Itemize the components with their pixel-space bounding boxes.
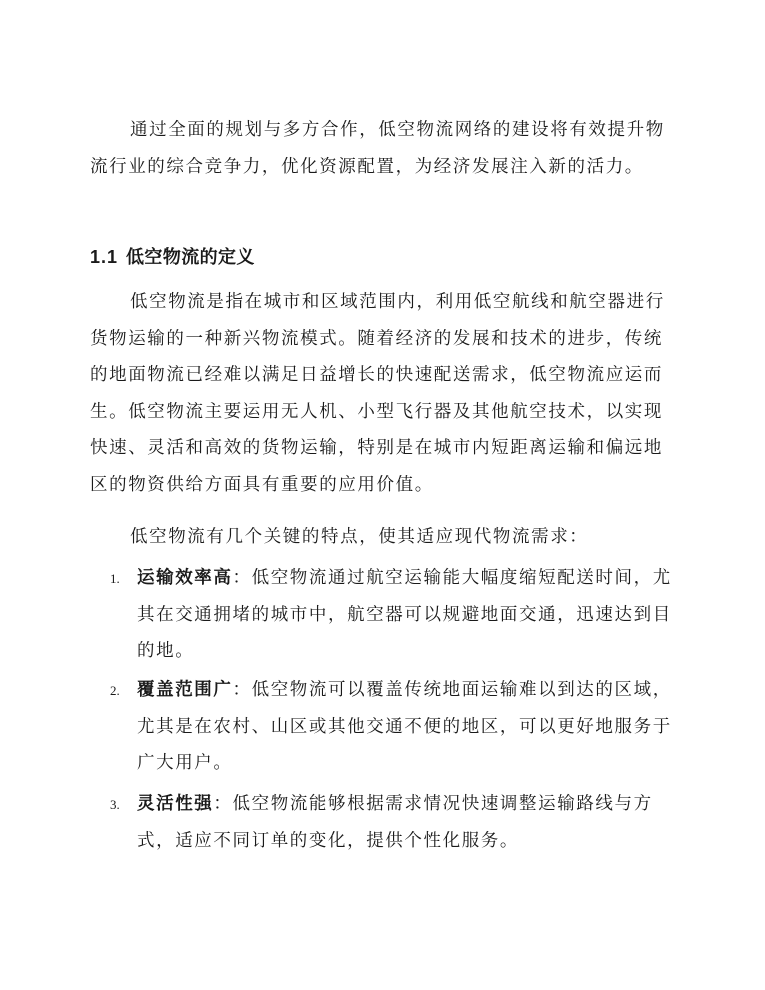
list-item-body	[137, 786, 680, 859]
feature-text: 低空物流通过航空运输能大幅度缩短配送时间，尤其在交通拥堵的城市中，航空器可以规避地面交通，迅速达到目的地。	[137, 568, 672, 661]
feature-text: 低空物流可以覆盖传统地面运输难以到达的区域，尤其是在农村、山区或其他交通不便的地区，可以更好地服务于广大用户。	[137, 680, 672, 773]
section-title: 低空物流的定义	[126, 247, 255, 267]
feature-colon: ：	[213, 794, 233, 814]
features-intro: 低空物流有几个关键的特点，使其适应现代物流需求：	[130, 527, 589, 547]
list-item	[110, 786, 680, 859]
intro-paragraph: 通过全面的规划与多方合作，低空物流网络的建设将有效提升物流行业的综合竞争力，优化资源配置，为经济发展注入新的活力。	[90, 120, 665, 177]
list-marker: 2.	[110, 683, 120, 698]
list-item-body	[137, 560, 680, 670]
definition-paragraph: 低空物流是指在城市和区域范围内，利用低空航线和航空器进行货物运输的一种新兴物流模式。随着经济的发展和技术的进步，传统的地面物流已经难以满足日益增长的快速配送需求，低空物流应运而生。低空物流主要运用无人机、小型飞行器及其他航空技术，以实现快速、灵活和高效的货物运输，特别是在城市内短距离运输和偏远地区的物资供给方面具有重要的应用价值。	[90, 292, 665, 495]
feature-term: 灵活性强	[137, 794, 214, 814]
list-item	[110, 560, 680, 670]
list-item	[110, 672, 680, 782]
feature-term: 覆盖范围广	[137, 680, 233, 700]
section-heading	[90, 244, 255, 270]
list-marker: 1.	[110, 571, 120, 586]
feature-colon: ：	[232, 568, 252, 588]
list-marker: 3.	[110, 797, 120, 812]
feature-text: 低空物流能够根据需求情况快速调整运输路线与方式，适应不同订单的变化，提供个性化服务。	[137, 794, 653, 851]
list-item-body	[137, 672, 680, 782]
feature-term: 运输效率高	[137, 568, 233, 588]
feature-colon: ：	[232, 680, 252, 700]
section-number: 1.1	[90, 247, 119, 267]
